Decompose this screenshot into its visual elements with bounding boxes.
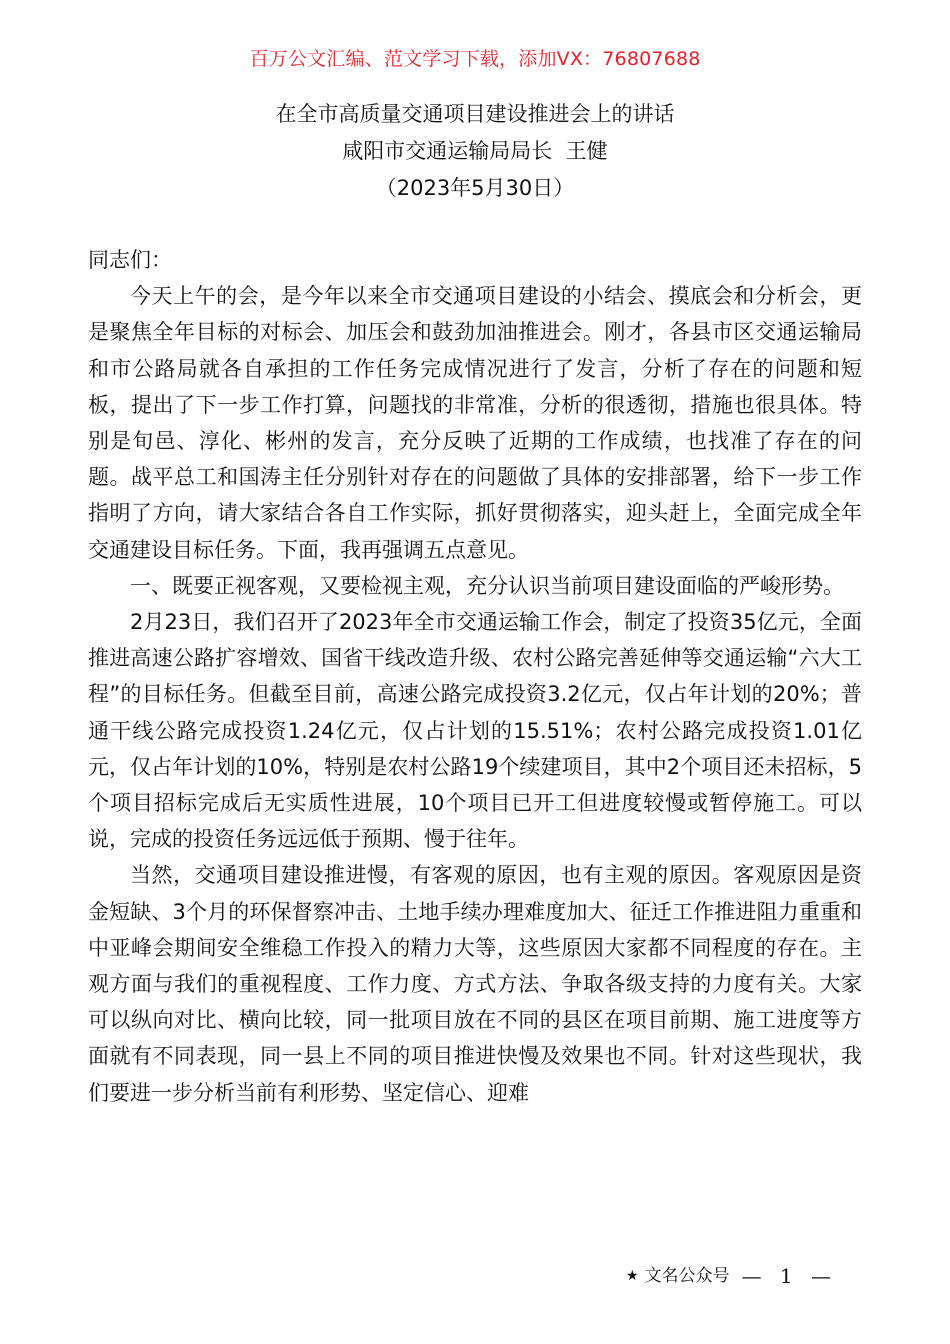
paragraph-reasons: 当然，交通项目建设推进慢，有客观的原因，也有主观的原因。客观原因是资金短缺、3个月的环保督察冲击、土地手续办理难度加大、征迁工作推进阻力重重和中亚峰会期间安全维稳工作投入的精力大等，这些原因大家都不同程度的存在。主观方面与我们的重视程度、工作力度、方式方法、争取各级支持的力度有关。大家可以纵向对比、横向比较，同一批项目放在不同的县区在项目前期、施工进度等方面就有不同表现，同一县上不同的项目推进快慢及效果也不同。针对这些现状，我们要进一步分析当前有利形势、坚定信心、迎难 <box>88 863 862 1105</box>
page-footer <box>626 1264 837 1288</box>
paragraph-investment: 2月23日，我们召开了2023年全市交通运输工作会，制定了投资35亿元，全面推进高速公路扩容增效、国省干线改造升级、农村公路完善延伸等交通运输“六大工程”的目标任务。但截至目前，高速公路完成投资3.2亿元，仅占年计划的20%；普通干线公路完成投资1.24亿元，仅占计划的15.51%；农村公路完成投资1.01亿元，仅占年计划的10%，特别是农村公路19个续建项目，其中2个项目还未招标，5个项目招标完成后无实质性进展，10个项目已开工但进度较慢或暂停施工。可以说，完成的投资任务远远低于预期、慢于往年。 <box>88 610 862 852</box>
footer-label: 文名公众号 <box>644 1266 730 1286</box>
speech-date: （2023年5月30日） <box>375 176 575 200</box>
promo-banner: 百万公文汇编、范文学习下载，添加VX：76807688 <box>249 48 701 70</box>
document-title: 在全市高质量交通项目建设推进会上的讲话 <box>275 102 675 126</box>
speaker-line: 咸阳市交通运输局局长 王健 <box>342 139 608 163</box>
page-number: — 1 — <box>741 1264 838 1288</box>
title-block <box>0 96 950 207</box>
section-heading-1: 一、既要正视客观，又要检视主观，充分认识当前项目建设面临的严峻形势。 <box>130 573 844 598</box>
speech-body <box>88 242 862 1111</box>
salutation: 同志们： <box>88 248 172 272</box>
paragraph-intro: 今天上午的会，是今年以来全市交通项目建设的小结会、摸底会和分析会，更是聚焦全年目标的对标会、加压会和鼓劲加油推进会。刚才，各县市区交通运输局和市公路局就各自承担的工作任务完成情况进行了发言，分析了存在的问题和短板，提出了下一步工作打算，问题找的非常准，分析的很透彻，措施也很具体。特别是旬邑、淳化、彬州的发言，充分反映了近期的工作成绩，也找准了存在的问题。战平总工和国涛主任分别针对存在的问题做了具体的安排部署，给下一步工作指明了方向，请大家结合各自工作实际，抓好贯彻落实，迎头赶上，全面完成全年交通建设目标任务。下面，我再强调五点意见。 <box>88 284 862 562</box>
star-icon: ★ <box>626 1268 639 1284</box>
